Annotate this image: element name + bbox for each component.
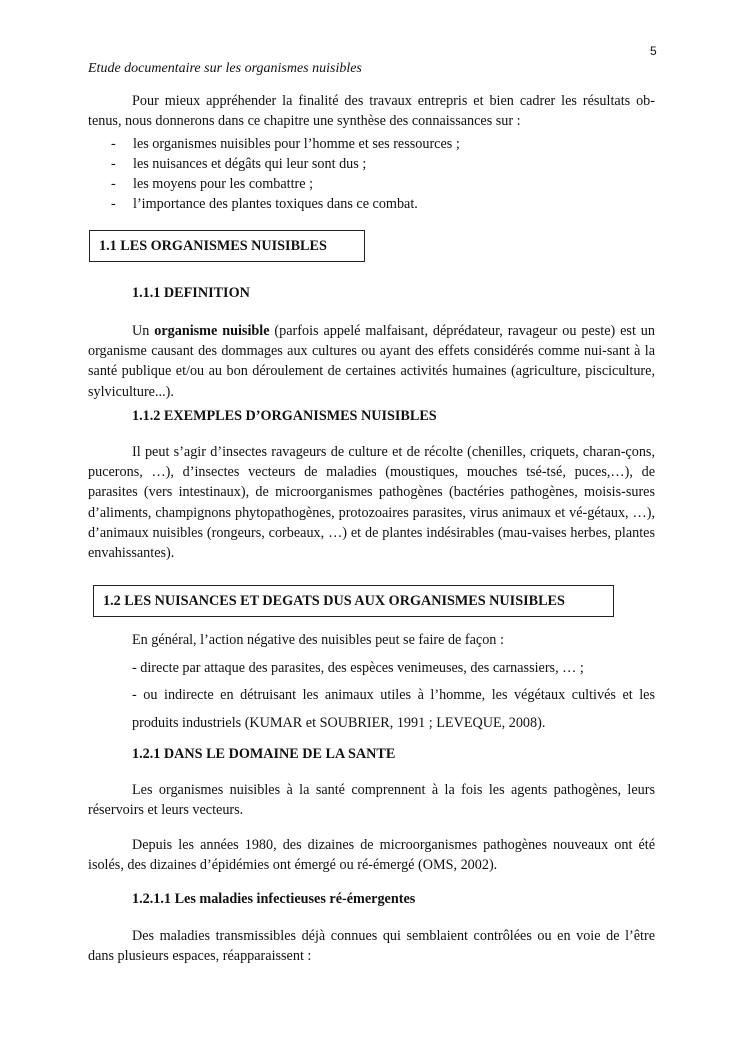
section-1-2-line-1: En général, l’action négative des nuisibles peut se faire de façon :	[132, 632, 504, 648]
list-item: - les organismes nuisibles pour l’homme et ses ressources ;	[111, 134, 460, 154]
examples-paragraph: Il peut s’agir d’insectes ravageurs de culture et de récolte (chenilles, criquets, charan-çons, pucerons, …), d’insectes vecteurs de maladies (moustiques, mouches tsé-tsé, puces,…), de parasites (vers intestinaux), de microorganismes pathogènes (bactéries pathogènes, moisis-sures d’aliments, champignons phytopathogènes, protozoaires parasites, virus animaux et vé-gétaux, …), d’animaux nuisibles (rongeurs, corbeaux, …) et de plantes indésirables (mau-vaises herbes, plantes envahissantes).	[88, 444, 655, 562]
list-item: - les moyens pour les combattre ;	[111, 174, 460, 194]
reemerging-paragraph: Des maladies transmissibles déjà connues qui semblaient contrôlées ou en voie de l’être dans plusieurs espaces, réapparaissent :	[88, 928, 655, 965]
subsection-1-2-1-title: 1.2.1 DANS LE DOMAINE DE LA SANTE	[132, 746, 396, 762]
definition-text-after: (parfois appelé malfaisant, déprédateur, ravageur ou peste) est un organisme causant des dommages aux cultures ou ayant des effets considérés comme nui-sant à la santé publique et/ou au bon déroulement de certaines activités humaines (agriculture, pisciculture, sylviculture...).	[88, 323, 655, 400]
subsection-1-2-1-1-title: 1.2.1.1 Les maladies infectieuses ré-émergentes	[132, 891, 416, 907]
list-item: - l’importance des plantes toxiques dans ce combat.	[111, 194, 460, 214]
section-1-1-title: 1.1 LES ORGANISMES NUISIBLES	[99, 237, 327, 254]
health-paragraph-2: Depuis les années 1980, des dizaines de microorganismes pathogènes nouveaux ont été isolés, des dizaines d’épidémies ont émergé ou ré-émergé (OMS, 2002).	[88, 837, 655, 874]
definition-paragraph	[88, 321, 655, 402]
list-item: - les nuisances et dégâts qui leur sont dus ;	[111, 154, 460, 174]
health-paragraph-1: Les organismes nuisibles à la santé comprennent à la fois les agents pathogènes, leurs réservoirs et leurs vecteurs.	[88, 782, 655, 819]
section-1-2-title: 1.2 LES NUISANCES ET DEGATS DUS AUX ORGANISMES NUISIBLES	[103, 592, 565, 609]
intro-paragraph: Pour mieux appréhender la finalité des travaux entrepris et bien cadrer les résultats ob-tenus, nous donnerons dans ce chapitre une synthèse des connaissances sur :	[88, 93, 655, 130]
section-1-1-heading-box	[89, 230, 365, 262]
definition-term: organisme nuisible	[154, 323, 270, 339]
section-1-2-line-2: - directe par attaque des parasites, des espèces venimeuses, des carnassiers, … ;	[132, 660, 584, 676]
definition-text-before: Un	[132, 323, 155, 339]
section-1-2-line-3: - ou indirecte en détruisant les animaux utiles à l’homme, les végétaux cultivés et les	[132, 687, 655, 703]
page-number: 5	[650, 44, 657, 58]
intro-list	[111, 134, 460, 214]
section-1-2-heading-box	[93, 585, 614, 617]
subsection-1-1-1-title: 1.1.1 DEFINITION	[132, 285, 250, 301]
subsection-1-1-2-title: 1.1.2 EXEMPLES D’ORGANISMES NUISIBLES	[132, 408, 437, 424]
running-header: Etude documentaire sur les organismes nuisibles	[88, 61, 362, 76]
section-1-2-line-4: produits industriels (KUMAR et SOUBRIER, 1991 ; LEVEQUE, 2008).	[132, 715, 546, 731]
